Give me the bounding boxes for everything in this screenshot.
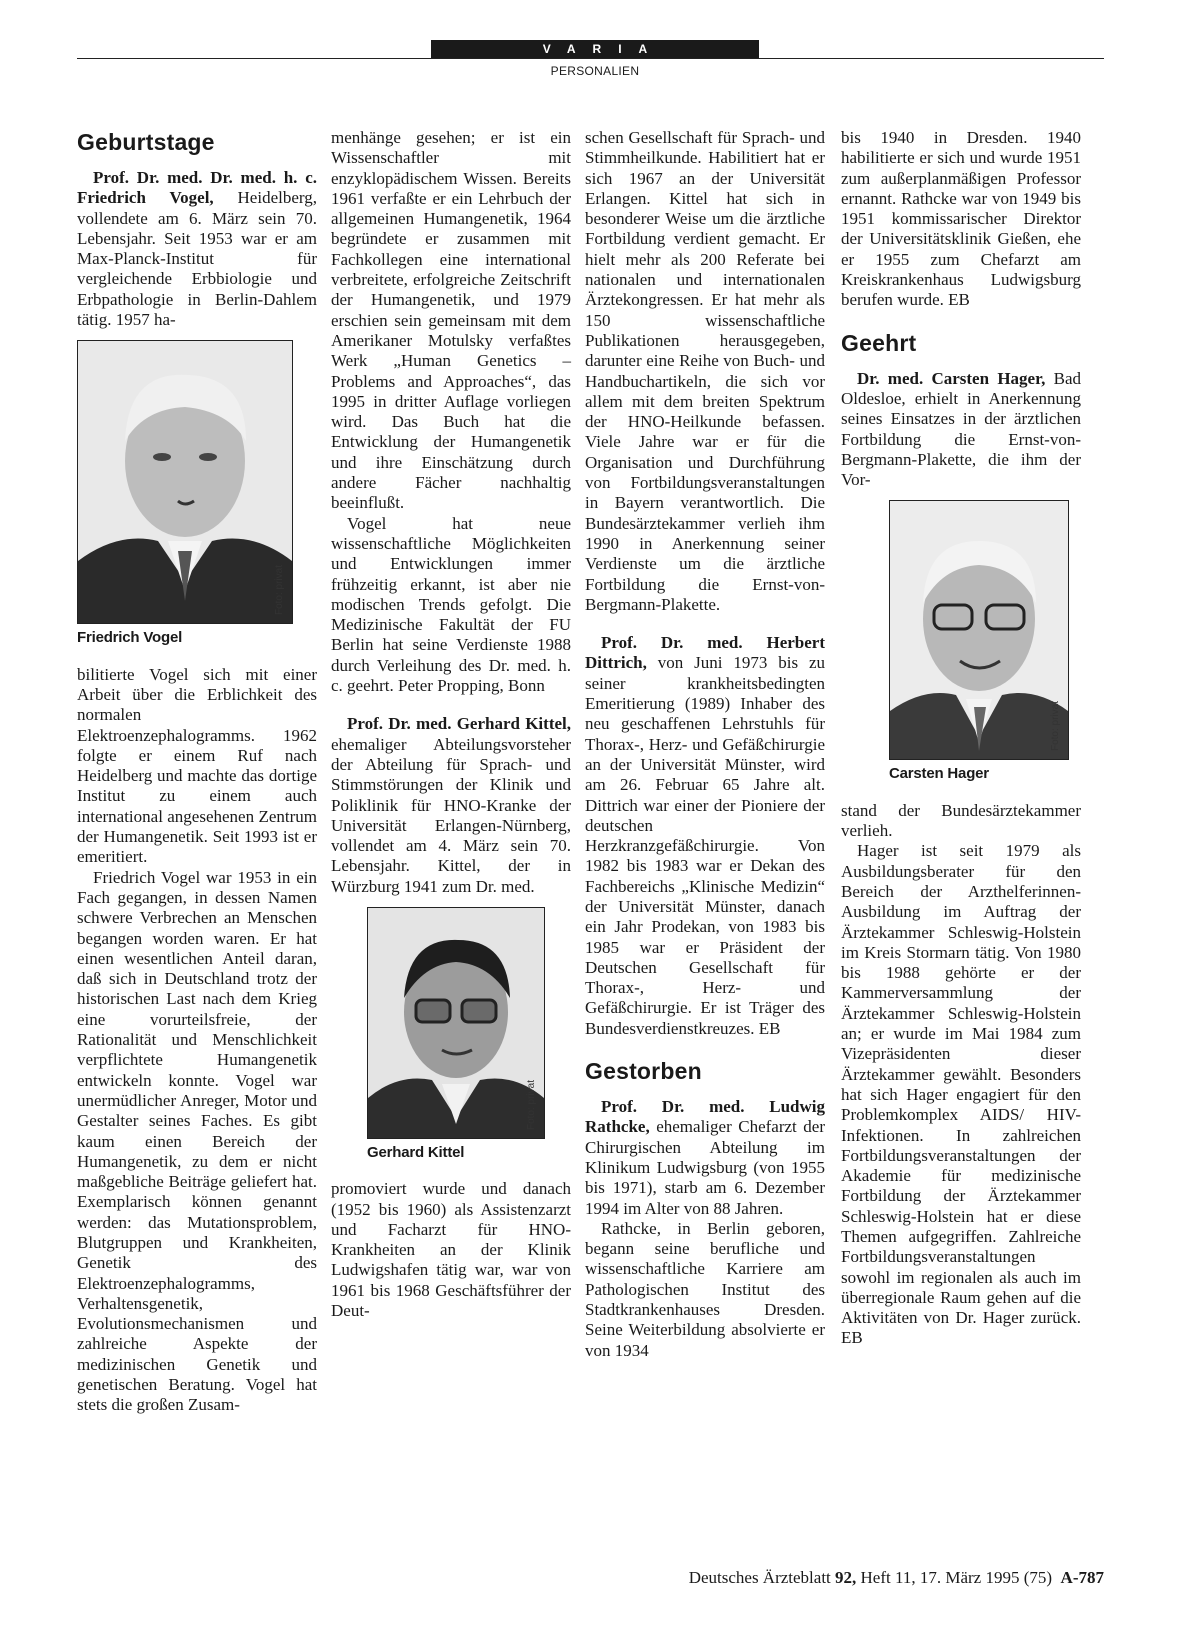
article-text: ehemaliger Abteilungsvorsteher der Abteilung für Sprach- und Stimmstörungen der Klinik und Poliklinik für HNO-Kranke der Universität Erlangen-Nürnberg, vollendet am 4. März sein 70. Lebensjahr. Kittel, der in Würzburg 1941 zum Dr. med. <box>331 734 571 896</box>
article-text: bilitierte Vogel sich mit einer Arbeit über die Erblichkeit des normalen Elektroenzephalogramms. 1962 folgte er einem Ruf nach Heidelberg und machte das dortige Institut zu einem auch international angesehenen Zentrum der Humangenetik. Seit 1993 ist er emeritiert. <box>77 664 317 867</box>
column-4 <box>841 128 1081 1349</box>
article-kittel-intro <box>331 714 571 897</box>
article-text: bis 1940 in Dresden. 1940 habilitierte er sich und wurde 1951 zum außerplanmäßigen Professor ernannt. Rathcke war von 1949 bis 1951 kommissarischer Direktor der Universitätsklinik Gießen, ehe er 1955 zum Chefarzt am Kreiskrankenhaus Ludwigsburg berufen wurde. EB <box>841 128 1081 310</box>
journal-issue: Heft 11, 17. März 1995 (75) <box>860 1568 1053 1587</box>
person-name-rathcke: Prof. Dr. med. Ludwig Rathcke, <box>585 1097 825 1137</box>
heading-geehrt: Geehrt <box>841 329 917 356</box>
journal-volume: 92, <box>835 1568 857 1587</box>
article-text: stand der Bundesärztekammer verlieh. <box>841 800 1081 841</box>
header-rule <box>77 58 1104 59</box>
column-2 <box>331 128 571 1321</box>
column-3 <box>585 128 825 1361</box>
column-1 <box>77 128 317 1416</box>
page-number: A-787 <box>1060 1568 1104 1587</box>
article-text: promoviert wurde und danach (1952 bis 1960) als Assistenzarzt und Facharzt für HNO-Krankheiten an der Klinik Ludwigshafen tätig war, war von 1961 bis 1968 Geschäftsführer der Deut- <box>331 1179 571 1321</box>
article-text: Rathcke, in Berlin geboren, begann seine berufliche und wissenschaftliche Karriere am Pathologischen Institut des Stadtkrankenhauses Dresden. Seine Weiterbildung absolvierte er von 1934 <box>585 1218 825 1360</box>
photo-gerhard-kittel <box>367 907 545 1139</box>
varia-banner: VARIA <box>431 40 759 58</box>
article-dittrich <box>585 633 825 1039</box>
article-text: Hager ist seit 1979 als Ausbildungsberater für den Bereich der Arzthelferinnen-Ausbildung im Auftrag der Ärztekammer Schleswig-Holstein im Kreis Stormarn tätig. Von 1980 bis 1988 gehörte er der Kammerversammlung der Ärztekammer Schleswig-Holstein an; er wurde im Mai 1984 zum Vizepräsidenten dieser Ärztekammer gewählt. Besonders hat sich Hager engagiert für den Problemkomplex AIDS/ HIV-Infektionen. In zahlreichen Fortbildungsveranstaltungen der Akademie für medizinische Fortbildung der Ärztekammer Schleswig-Holstein hat er diese Themen aufgegriffen. Zahlreiche Fortbildungsveranstaltungen sowohl im regionalen als auch im überregionale Raum gehen auf die Aktivitäten von Dr. Hager zurück. EB <box>841 841 1081 1348</box>
article-vogel-intro <box>77 168 317 330</box>
photo-friedrich-vogel <box>77 340 293 624</box>
photo-carsten-hager <box>889 500 1069 760</box>
section-title: PERSONALIEN <box>550 64 640 78</box>
article-text: menhänge gesehen; er ist ein Wissenschaftler mit enzyklopädischem Wissen. Bereits 1961 verfaßte er ein Lehrbuch der allgemeinen Humangenetik, 1964 begründete er zusammen mit Fachkollegen eine international verbreitete, erfolgreiche Zeitschrift der Humangenetik, und 1979 erschien sein gemeinsam mit dem Amerikaner Motulsky verfaßtes Werk „Human Genetics – Problems and Approaches“, das 1995 in dritter Auflage vorliegen wird. Das Buch hat die Entwicklung der Humangenetik und ihre Einschätzung durch andere Fächer nachhaltig beeinflußt. <box>331 128 571 513</box>
person-name-vogel: Prof. Dr. med. Dr. med. h. c. Friedrich Vogel, <box>77 168 317 208</box>
photo-credit: Foto: privat <box>1049 701 1061 752</box>
article-text: ehemaliger Chefarzt der Chirurgischen Abteilung im Klinikum Ludwigsburg (von 1955 bis 1971), starb am 6. Dezember 1994 im Alter von 88 Jahren. <box>585 1117 825 1218</box>
photo-caption-vogel: Friedrich Vogel <box>77 629 183 647</box>
person-name-dittrich: Prof. Dr. med. Herbert Dittrich, <box>585 633 825 673</box>
portrait-image <box>890 501 1068 759</box>
article-text: Vogel hat neue wissenschaftliche Möglichkeiten und Entwicklungen immer frühzeitig erkannt, ist aber nie modischen Trends gefolgt. Die Medizinische Fakultät der FU Berlin hat seine Verdienste 1988 durch Verleihung des Dr. med. h. c. geehrt. Peter Propping, Bonn <box>331 513 571 696</box>
article-text: von Juni 1973 bis zu seiner krankheitsbedingten Emeritierung (1989) Inhaber des neu geschaffenen Lehrstuhls für Thorax-, Herz- und Gefäßchirurgie an der Universität Münster, wird am 26. Februar 65 Jahre alt. Dittrich war einer der Pioniere der deutschen Herzkranzgefäßchirurgie. Von 1982 bis 1983 war er Dekan des Fachbereichs „Klinische Medizin“ der Universität Münster, danach ein Jahr Prodekan, von 1983 bis 1985 war er Präsident der Deutschen Gesellschaft für Thorax-, Herz- und Gefäßchirurgie. Er ist Träger des Bundesverdienstkreuzes. EB <box>585 653 825 1038</box>
person-name-kittel: Prof. Dr. med. Gerhard Kittel, <box>347 714 571 734</box>
photo-credit: Foto: privat <box>273 565 285 616</box>
portrait-image <box>368 908 544 1138</box>
journal-name: Deutsches Ärzteblatt <box>688 1568 831 1587</box>
article-hager-intro <box>841 369 1081 491</box>
article-text: Heidelberg, vollendete am 6. März sein 70. Lebensjahr. Seit 1953 war er am Max-Planck-Institut für vergleichende Erbbiologie und Erbpathologie in Berlin-Dahlem tätig. 1957 ha- <box>77 188 317 330</box>
portrait-image <box>78 341 292 623</box>
page-footer <box>689 1568 1104 1588</box>
heading-geburtstage: Geburtstage <box>77 129 215 155</box>
person-name-hager: Dr. med. Carsten Hager, <box>857 368 1046 388</box>
photo-caption-hager: Carsten Hager <box>889 765 989 783</box>
photo-caption-kittel: Gerhard Kittel <box>367 1143 465 1161</box>
article-rathcke-intro <box>585 1097 825 1219</box>
article-text: Friedrich Vogel war 1953 in ein Fach gegangen, in dessen Namen schwere Verbrechen an Menschen begangen worden waren. Er hat einen wesentlichen Anteil daran, daß sich in Deutschland trotz der historischen Last nach dem Krieg eine vorurteilsfreie, der Rationalität und Menschlichkeit verpflichtete Humangenetik entwickeln konnte. Vogel war unermüdlicher Anreger, Motor und Gestalter seines Faches. Es gibt kaum einen Bereich der Humangenetik, zu dem er nicht maßgebliche Beiträge geliefert hat. Exemplarisch können genannt werden: das Mutationsproblem, Blutgruppen und Krankheiten, Genetik des Elektroenzephalogramms, Verhaltensgenetik, Evolutionsmechanismen und zahlreiche Aspekte der medizinischen Genetik und genetischen Beratung. Vogel hat stets die großen Zusam- <box>77 867 317 1415</box>
article-text: Bad Oldesloe, erhielt in Anerkennung seines Einsatzes in der ärztlichen Fortbildung die Ernst-von-Bergmann-Plakette, die ihm der Vor- <box>841 368 1082 490</box>
heading-gestorben: Gestorben <box>585 1058 702 1085</box>
photo-credit: Foto: privat <box>525 1079 537 1130</box>
article-text: schen Gesellschaft für Sprach- und Stimmheilkunde. Habilitiert hat er sich 1967 an der Universität Erlangen. Kittel hat sich in besonderer Weise um die ärztliche Fortbildung verdient gemacht. Er hielt mehr als 200 Referate bei nationalen und internationalen Ärztekongressen. Er hat mehr als 150 wissenschaftliche Publikationen herausgegeben, darunter eine Reihe von Buch- und Handbuchartikeln, die sich vor allem mit dem breiten Spektrum der HNO-Heilkunde befassen. Viele Jahre war er für die Organisation und Durchführung von Fortbildungsveranstaltungen in Bayern verantwortlich. Die Bundesärztekammer verlieh ihm 1990 in Anerkennung seiner Verdienste um die ärztliche Fortbildung die Ernst-von-Bergmann-Plakette. <box>585 128 825 614</box>
